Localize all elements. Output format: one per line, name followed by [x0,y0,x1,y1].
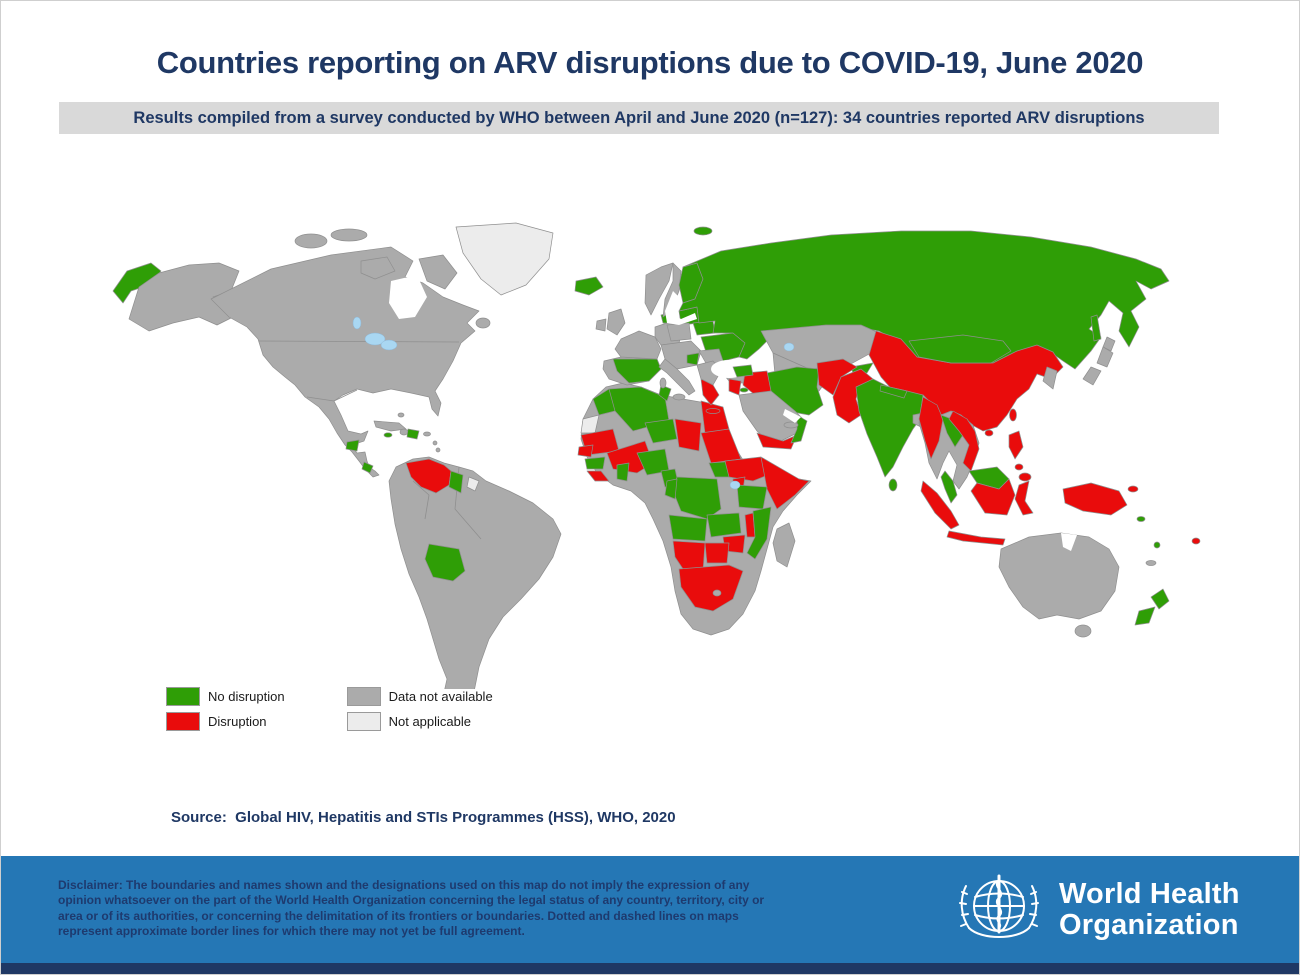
madagascar [773,523,795,567]
bahamas [398,413,404,417]
legend-label: No disruption [208,689,285,704]
great-lakes [381,340,397,350]
vanuatu [1154,542,1160,548]
south-america [389,457,561,689]
australia [999,533,1119,619]
chad [675,419,701,451]
israel-jordan [729,379,741,395]
arctic-island [295,234,327,248]
sri-lanka [889,479,897,491]
greenland [456,223,553,295]
zambia [707,513,741,537]
philippines-visayas [1015,464,1023,470]
legend-item-no-disruption [166,687,285,706]
iceland [575,277,603,295]
source-text: Source: Global HIV, Hepatitis and STIs Programmes (HSS), WHO, 2020 [171,809,676,826]
angola [669,515,707,541]
aral-sea [784,343,794,351]
new-zealand-south [1135,607,1155,625]
uae [784,422,798,428]
svalbard [694,227,712,235]
newfoundland [476,318,490,328]
lake-victoria [730,481,740,489]
ireland [596,319,606,331]
java [947,531,1005,545]
senegal [578,445,593,457]
guatemala [346,440,359,451]
sardinia [660,378,666,388]
poland [667,323,691,341]
new-caledonia [1146,561,1156,566]
tanzania [737,485,767,509]
who-wordmark-line1: World Health [1059,877,1240,910]
ghana [617,463,629,481]
subtitle-bar [59,102,1219,134]
fiji [1192,538,1200,544]
world-map-svg [61,219,1241,689]
lesser-antilles [436,448,440,452]
legend-label: Data not available [388,689,493,704]
who-wordmark-line2: Organization [1059,909,1239,941]
hainan [985,430,993,436]
bismarck [1128,486,1138,492]
footer-band [1,856,1299,963]
legend-column-right [347,687,493,731]
legend-swatch-disruption [166,712,200,731]
legend-label: Disruption [208,714,267,729]
tasmania [1075,625,1091,637]
egypt [701,401,729,433]
legend-item-data-not-available [347,687,493,706]
dominican-republic [407,429,419,439]
guinea [585,457,605,469]
south-america-mainland [389,457,561,689]
lesotho [713,590,721,596]
haiti [400,429,408,435]
legend-swatch-not-applicable [347,712,381,731]
puerto-rico [424,432,431,436]
world-map [61,219,1241,689]
hungary-serbia [687,353,699,365]
legend-item-disruption [166,712,285,731]
sulawesi [1015,481,1033,515]
sicily [673,394,685,400]
legend-swatch-no-disruption [166,687,200,706]
lesser-antilles [433,441,437,445]
legend-item-not-applicable [347,712,493,731]
syria [733,365,753,377]
solomon-islands [1137,517,1145,522]
new-guinea [1063,483,1127,515]
jamaica [384,433,392,437]
who-emblem-icon [953,864,1045,956]
france [615,331,661,359]
philippines-mindanao [1019,473,1031,481]
legend-swatch-data-not-available [347,687,381,706]
congo [665,479,677,499]
arctic-island [331,229,367,241]
page-title: Countries reporting on ARV disruptions due to COVID-19, June 2020 [156,45,1144,80]
botswana [705,543,729,563]
united-kingdom [607,309,625,335]
legend-column-left [166,687,285,731]
footer-bottom-strip [1,963,1299,974]
new-zealand-north [1151,589,1169,609]
philippines-luzon [1009,431,1023,459]
map-legend [166,687,493,731]
lake-winnipeg [353,317,361,329]
disclaimer-text: Disclaimer: The boundaries and names shown and the designations used on this map do not imply the expression of any opinion whatsoever on the part of the World Health Organization concerning the legal status of any country, territory, city or area or of its authorities, or concerning the delimitation of its frontiers or boundaries. Dotted and dashed lines on maps represent approximate border lines for which there may not yet be full agreement. [58,878,765,939]
crete [706,409,720,414]
belarus [693,321,715,335]
japan-south [1083,367,1101,385]
who-wordmark [1059,879,1240,942]
who-logo [953,864,1240,956]
legend-label: Not applicable [388,714,471,729]
north-america [113,229,490,477]
taiwan [1010,409,1017,421]
subtitle-text: Results compiled from a survey conducted by WHO between April and June 2020 (n=127): 34 countries reported ARV disruptions [133,108,1145,127]
